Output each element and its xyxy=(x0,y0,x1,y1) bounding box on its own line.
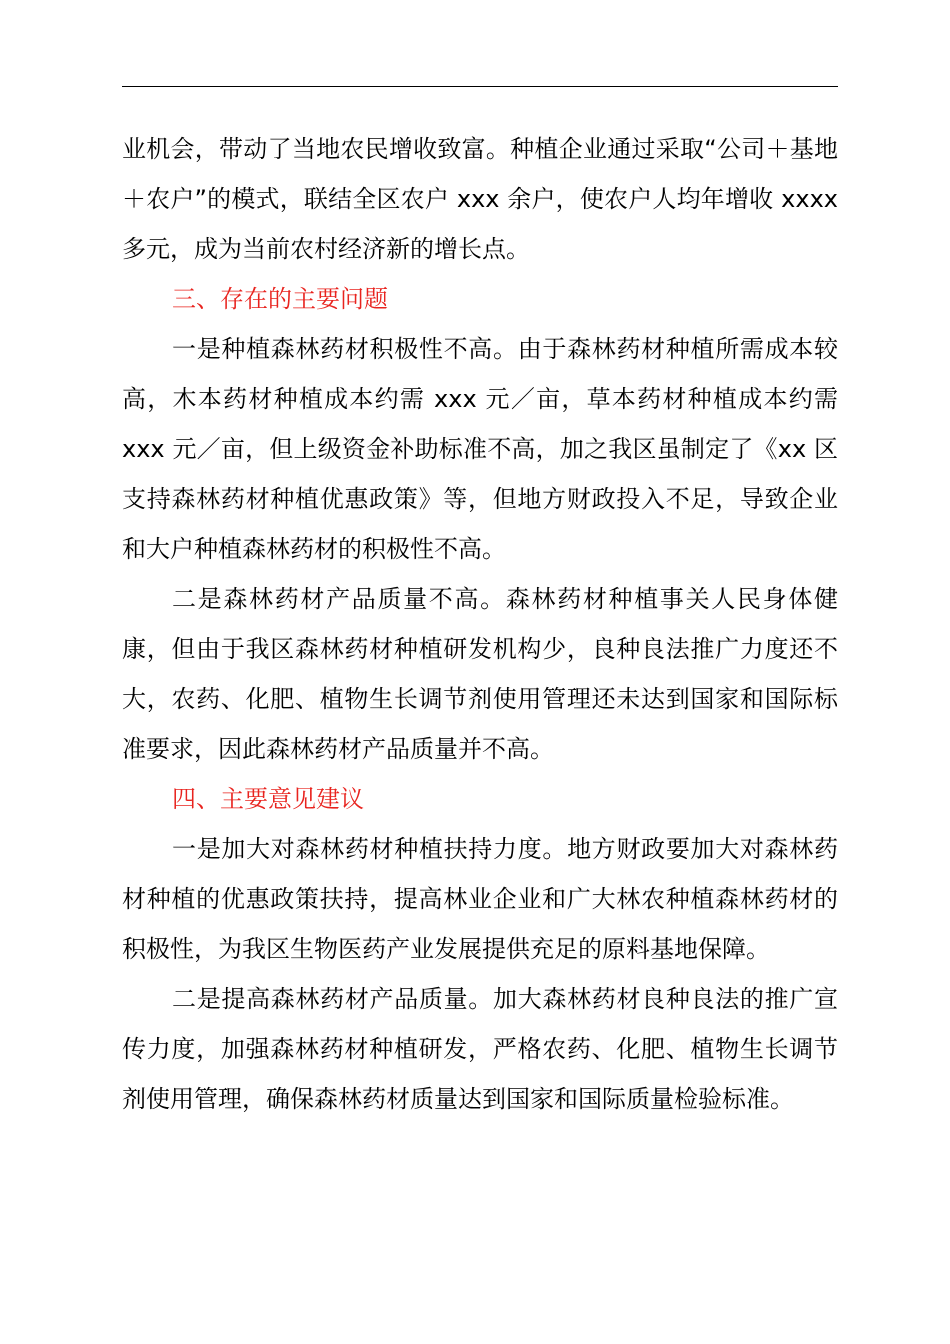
paragraph-continuation: 业机会，带动了当地农民增收致富。种植企业通过采取“公司＋基地＋农户”的模式，联结全区农户 xxx 余户，使农户人均年增收 xxxx 多元，成为当前农村经济新的增长点。 xyxy=(122,135,838,263)
section-heading-suggestions: 四、主要意见建议 xyxy=(172,785,364,813)
paragraph-suggestion-2: 二是提高森林药材产品质量。加大森林药材良种良法的推广宣传力度，加强森林药材种植研发，严格农药、化肥、植物生长调节剂使用管理，确保森林药材质量达到国家和国际质量检验标准。 xyxy=(122,985,838,1113)
paragraph-problem-1: 一是种植森林药材积极性不高。由于森林药材种植所需成本较高，木本药材种植成本约需 xxx 元／亩，草本药材种植成本约需 xxx 元／亩，但上级资金补助标准不高，加之我区虽制定了《xx 区支持森林药材种植优惠政策》等，但地方财政投入不足，导致企业和大户种植森林药材的积极性不高。 xyxy=(122,335,838,563)
document-body xyxy=(122,124,838,1124)
header-rule xyxy=(122,86,838,87)
section-heading-problems: 三、存在的主要问题 xyxy=(172,285,388,313)
paragraph-problem-2: 二是森林药材产品质量不高。森林药材种植事关人民身体健康，但由于我区森林药材种植研发机构少，良种良法推广力度还不大，农药、化肥、植物生长调节剂使用管理还未达到国家和国际标准要求，因此森林药材产品质量并不高。 xyxy=(122,585,838,763)
paragraph-suggestion-1: 一是加大对森林药材种植扶持力度。地方财政要加大对森林药材种植的优惠政策扶持，提高林业企业和广大林农种植森林药材的积极性，为我区生物医药产业发展提供充足的原料基地保障。 xyxy=(122,835,838,963)
